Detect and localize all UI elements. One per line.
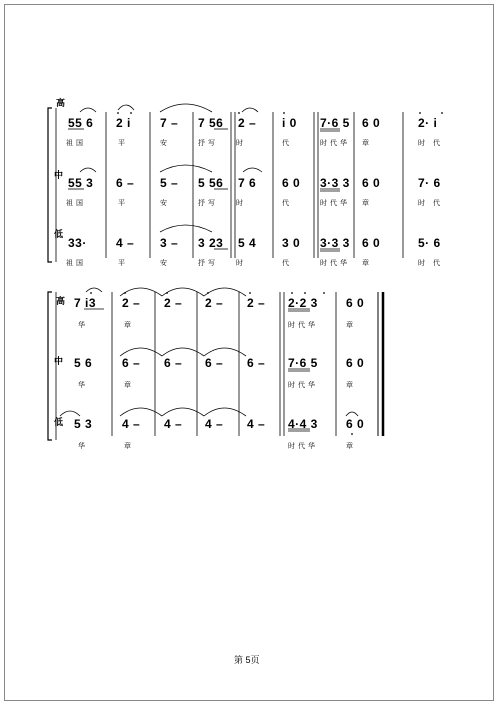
note-group: 6 –: [164, 356, 183, 370]
lyric: 平: [118, 260, 128, 267]
lyric: 时 代: [418, 140, 443, 147]
note-group: 7 i3: [74, 296, 97, 310]
note-group: 5 56: [198, 176, 224, 190]
lyric: 抒写: [198, 200, 218, 207]
lyric: 时代华: [288, 382, 318, 389]
note-group: 2 –: [205, 296, 224, 310]
note-group: 2 –: [164, 296, 183, 310]
part-label-high-2: 高: [56, 296, 66, 306]
note-group: 2· i: [418, 116, 438, 130]
lyric: 抒写: [198, 260, 218, 267]
lyric: 时: [236, 200, 246, 207]
lyric: 华: [78, 322, 88, 329]
note-group: 4 –: [116, 236, 135, 250]
note-group: 4 –: [205, 417, 224, 431]
note-group: 3 23: [198, 236, 224, 250]
lyric: 代: [282, 260, 292, 267]
note-group: 4 –: [122, 417, 141, 431]
note-group: 2 –: [247, 296, 266, 310]
note-group: 6 0: [346, 356, 365, 370]
lyric: 华: [78, 443, 88, 450]
note-group: 7·6 5: [320, 116, 350, 130]
note-group: 6 0: [346, 417, 365, 431]
part-label-mid: 中: [54, 170, 64, 180]
note-group: 5 6: [74, 356, 93, 370]
note-group: 33·: [68, 236, 87, 250]
note-group: 2 i: [116, 116, 131, 130]
lyric: 抒写: [198, 140, 218, 147]
lyric: 时: [236, 260, 246, 267]
lyric: 华: [78, 382, 88, 389]
lyric: 时代华: [320, 260, 350, 267]
note-group: 6 0: [282, 176, 301, 190]
note-group: 6 –: [122, 356, 141, 370]
note-group: 3·3 3: [320, 236, 350, 250]
note-group: i 0: [282, 116, 297, 130]
note-group: 6 –: [247, 356, 266, 370]
lyric: 安: [160, 260, 170, 267]
lyric: 代: [282, 200, 292, 207]
lyric: 安: [160, 140, 170, 147]
lyric: 平: [118, 140, 128, 147]
note-group: 2 –: [238, 116, 257, 130]
note-group: 6 0: [362, 236, 381, 250]
note-group: 3 0: [282, 236, 301, 250]
note-group: 7 6: [238, 176, 257, 190]
note-group: 5· 6: [418, 236, 441, 250]
lyric: 祖国: [66, 140, 86, 147]
note-group: 6 0: [346, 296, 365, 310]
lyric: 章: [346, 382, 356, 389]
lyric: 章: [346, 443, 356, 450]
note-group: 2 –: [122, 296, 141, 310]
note-group: 55 3: [68, 176, 94, 190]
lyric: 章: [124, 443, 134, 450]
lyric: 章: [362, 200, 372, 207]
part-label-low: 低: [54, 229, 64, 239]
note-group: 7 –: [160, 116, 179, 130]
note-group: 5 4: [238, 236, 257, 250]
lyric: 章: [362, 140, 372, 147]
lyric: 章: [124, 322, 134, 329]
part-label-mid-2: 中: [54, 356, 64, 366]
lyric: 平: [118, 200, 128, 207]
note-group: 7·6 5: [288, 356, 318, 370]
lyric: 时代华: [288, 443, 318, 450]
note-group: 6 0: [362, 116, 381, 130]
note-group: 6 –: [205, 356, 224, 370]
note-group: 3·3 3: [320, 176, 350, 190]
note-group: 7· 6: [418, 176, 441, 190]
lyric: 时: [236, 140, 246, 147]
lyric: 时 代: [418, 260, 443, 267]
lyric: 安: [160, 200, 170, 207]
lyric: 时 代: [418, 200, 443, 207]
note-group: 4 –: [247, 417, 266, 431]
note-group: 3 –: [160, 236, 179, 250]
score-page: [4, 4, 494, 701]
lyric: 时代华: [320, 140, 350, 147]
lyric: 章: [362, 260, 372, 267]
lyric: 时代华: [288, 322, 318, 329]
lyric: 祖国: [66, 260, 86, 267]
note-group: 6 –: [116, 176, 135, 190]
part-label-high: 高: [56, 98, 66, 108]
note-group: 55 6: [68, 116, 94, 130]
note-group: 4 –: [164, 417, 183, 431]
lyric: 章: [346, 322, 356, 329]
note-group: 7 56: [198, 116, 224, 130]
note-group: 6 0: [362, 176, 381, 190]
note-group: 5 –: [160, 176, 179, 190]
lyric: 代: [282, 140, 292, 147]
lyric: 时代华: [320, 200, 350, 207]
note-group: 2·2 3: [288, 296, 318, 310]
part-label-low-2: 低: [54, 417, 64, 427]
lyric: 章: [124, 382, 134, 389]
lyric: 祖国: [66, 200, 86, 207]
page-number: 第 5页: [234, 655, 260, 665]
note-group: 5 3: [74, 417, 93, 431]
note-group: 4·4 3: [288, 417, 318, 431]
